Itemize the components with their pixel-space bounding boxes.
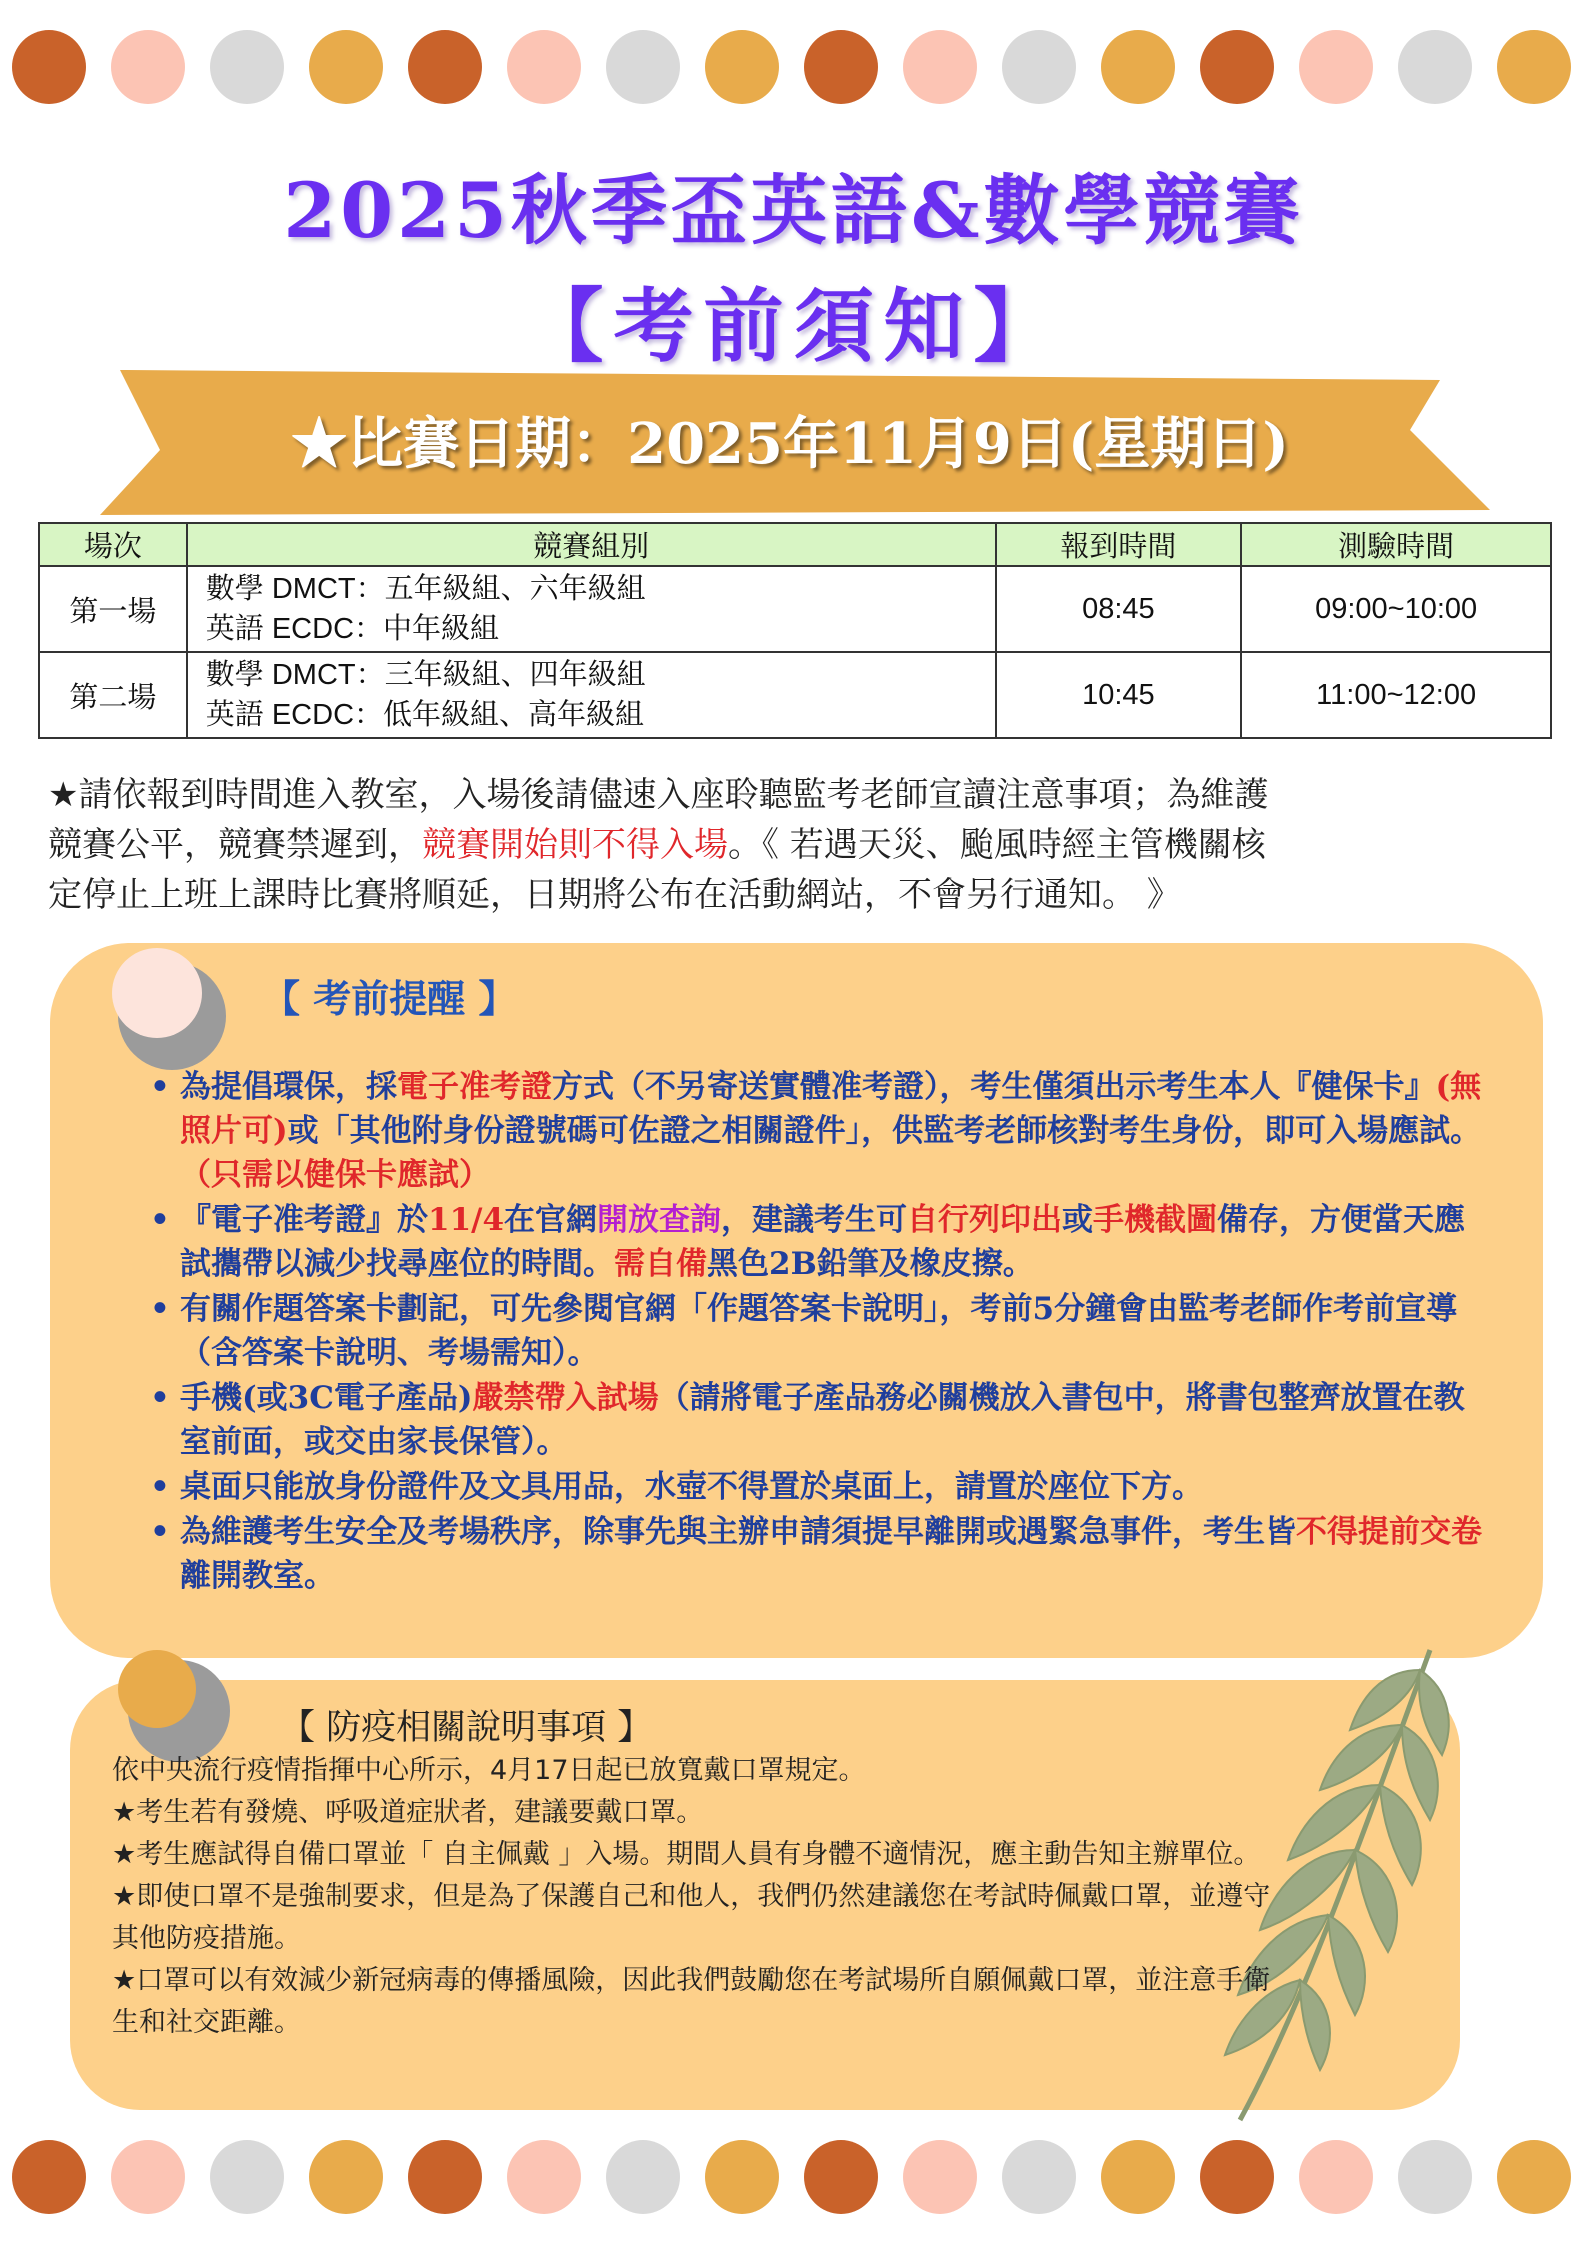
decorative-dot [1101, 2140, 1175, 2214]
page-subtitle: 【考前須知】 [523, 279, 1064, 373]
decorative-dot [606, 30, 680, 104]
epidemic-line: ★考生若有發燒、呼吸道症狀者，建議要戴口罩。 [112, 1797, 704, 1828]
decorative-dot [1101, 30, 1175, 104]
decorative-dot [1398, 2140, 1472, 2214]
group-line: 英語 ECDC：低年級組、高年級組 [205, 699, 645, 731]
decorative-dot [1497, 2140, 1571, 2214]
decorative-dot [804, 30, 878, 104]
decorative-dot [12, 30, 86, 104]
table-header-row [39, 523, 1551, 566]
decorative-dot [309, 30, 383, 104]
bottom-dot-border [0, 2140, 1587, 2220]
group-cell [187, 652, 996, 738]
top-dot-border [0, 30, 1587, 110]
notice-text: 競賽公平，競賽禁遲到， [48, 825, 422, 865]
decorative-circle-icon [112, 948, 202, 1038]
decorative-dot [903, 2140, 977, 2214]
decorative-dot [309, 2140, 383, 2214]
notice-text: 。《 若遇天災、颱風時經主管機關核 [728, 825, 1266, 865]
notice-line: ★請依報到時間進入教室，入場後請儘速入座聆聽監考老師宣讀注意事項；為維護 [48, 775, 1269, 815]
list-item: • 為維護考生安全及考場秩序，除事先與主辦申請須提早離開或遇緊急事件，考生皆不得提前交卷離開教室。 [150, 1510, 1490, 1598]
decorative-dot [1002, 2140, 1076, 2214]
session-cell: 第二場 [39, 652, 187, 738]
notice-paragraph [48, 770, 1543, 920]
header-group: 競賽組別 [187, 523, 996, 566]
date-banner [90, 360, 1490, 520]
test-time-cell: 09:00~10:00 [1241, 566, 1551, 652]
reminders-list [150, 1065, 1490, 1599]
reminders-title: 【 考前提醒 】 [262, 976, 517, 1021]
epidemic-line: ★口罩可以有效減少新冠病毒的傳播風險，因此我們鼓勵您在考試場所自願佩戴口罩，並注意手衛生和社交距離。 [112, 1965, 1271, 2038]
table-row [39, 566, 1551, 652]
decorative-dot [1299, 2140, 1373, 2214]
decorative-dot [408, 2140, 482, 2214]
group-line: 英語 ECDC：中年級組 [205, 613, 500, 645]
group-cell [187, 566, 996, 652]
notice-line: 定停止上班上課時比賽將順延，日期將公布在活動網站，不會另行通知。 》 [48, 875, 1181, 915]
decorative-dot [705, 30, 779, 104]
decorative-dot [507, 2140, 581, 2214]
header-test-time: 測驗時間 [1241, 523, 1551, 566]
group-line: 數學 DMCT：三年級組、四年級組 [205, 659, 646, 691]
decorative-dot [804, 2140, 878, 2214]
decorative-circle-icon [118, 1650, 196, 1728]
decorative-dot [507, 30, 581, 104]
session-cell: 第一場 [39, 566, 187, 652]
epidemic-line: 依中央流行疫情指揮中心所示，4月17日起已放寬戴口罩規定。 [112, 1755, 866, 1786]
checkin-cell: 08:45 [996, 566, 1242, 652]
decorative-dot [12, 2140, 86, 2214]
list-item: • 為提倡環保，採電子准考證方式（不另寄送實體准考證），考生僅須出示考生本人『健保卡』(無照片可)或「其他附身份證號碼可佐證之相關證件」，供監考老師核對考生身份，即可入場應試。（只需以健保卡應試） [150, 1065, 1490, 1197]
table-row [39, 652, 1551, 738]
header-session: 場次 [39, 523, 187, 566]
date-banner-text: ★比賽日期：2025年11月9日(星期日) [291, 411, 1289, 477]
notice-highlight: 競賽開始則不得入場 [422, 825, 728, 865]
test-time-cell: 11:00~12:00 [1241, 652, 1551, 738]
epidemic-title: 【 防疫相關說明事項 】 [280, 1708, 653, 1748]
decorative-dot [111, 2140, 185, 2214]
list-item: • 桌面只能放身份證件及文具用品，水壺不得置於桌面上，請置於座位下方。 [150, 1465, 1490, 1509]
decorative-dot [1398, 30, 1472, 104]
page-title: 2025秋季盃英語&數學競賽 [283, 166, 1304, 255]
decorative-dot [705, 2140, 779, 2214]
decorative-dot [111, 30, 185, 104]
epidemic-line: ★考生應試得自備口罩並「 自主佩戴 」入場。期間人員有身體不適情況，應主動告知主辦單位。 [112, 1839, 1261, 1870]
header-checkin: 報到時間 [996, 523, 1242, 566]
decorative-dot [1002, 30, 1076, 104]
epidemic-line: ★即使口罩不是強制要求，但是為了保護自己和他人，我們仍然建議您在考試時佩戴口罩，並遵守其他防疫措施。 [112, 1881, 1271, 1954]
list-item: • 手機(或3C電子產品)嚴禁帶入試場（請將電子產品務必關機放入書包中，將書包整齊放置在教室前面，或交由家長保管）。 [150, 1376, 1490, 1464]
decorative-dot [408, 30, 482, 104]
decorative-dot [210, 2140, 284, 2214]
decorative-dot [1299, 30, 1373, 104]
decorative-dot [210, 30, 284, 104]
decorative-dot [606, 2140, 680, 2214]
decorative-dot [1497, 30, 1571, 104]
decorative-dot [1200, 30, 1274, 104]
decorative-dot [1200, 2140, 1274, 2214]
group-line: 數學 DMCT：五年級組、六年級組 [205, 573, 646, 605]
decorative-dot [903, 30, 977, 104]
epidemic-lines [112, 1750, 1272, 2044]
checkin-cell: 10:45 [996, 652, 1242, 738]
schedule-table [38, 522, 1552, 739]
list-item: • 有關作題答案卡劃記，可先參閱官網「作題答案卡說明」，考前5分鐘會由監考老師作考前宣導（含答案卡說明、考場需知）。 [150, 1287, 1490, 1375]
list-item: • 『電子准考證』於11/4在官網開放查詢，建議考生可自行列印出或手機截圖備存，方便當天應試攜帶以減少找尋座位的時間。需自備黑色2B鉛筆及橡皮擦。 [150, 1198, 1490, 1286]
notice-line [48, 820, 1543, 870]
